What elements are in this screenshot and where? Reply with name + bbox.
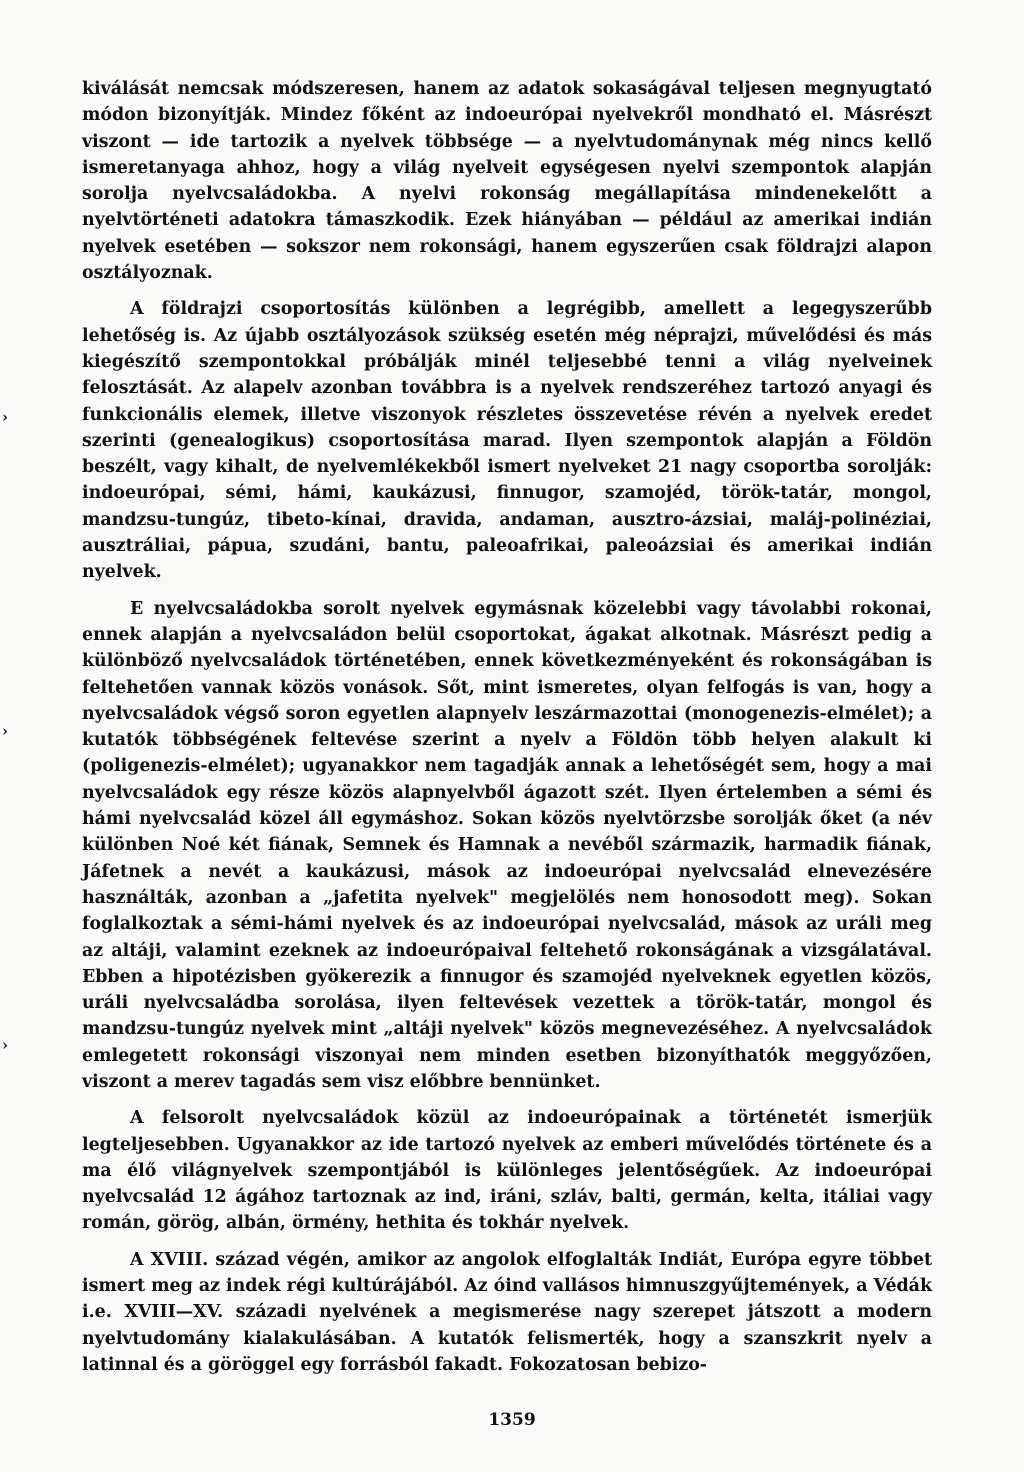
margin-mark: › — [2, 1036, 8, 1054]
margin-mark: › — [2, 408, 8, 426]
body-text — [82, 76, 932, 1388]
paragraph-3: E nyelvcsaládokba sorolt nyelvek egymásnak közelebbi vagy távolabbi rokonai, ennek alapján a nyelvcsaládon belül csoportokat, ágakat alkotnak. Másrészt pedig a különböző nyelvcsaládok történetében, ennek következményeként és rokonságában is feltehetően vannak közös vonások. Sőt, mint ismeretes, olyan felfogás is van, hogy a nyelvcsaládok végső soron egyetlen alapnyelv leszármazottai (monogenezis-elmélet); a kutatók többségének feltevése szerint a nyelv a Földön több helyen alakult ki (poligenezis-elmélet); ugyanakkor nem tagadják annak a lehetőségét sem, hogy a mai nyelvcsaládok egy része közös alapnyelvből ágazott szét. Ilyen értelemben a sémi és hámi nyelvcsalád közel áll egymáshoz. Sokan közös nyelvtörzsbe sorolják őket (a név különben Noé két fiának, Semnek és Hamnak a nevéből származik, harmadik fiának, Jáfetnek a nevét a kaukázusi, mások az indoeurópai nyelvcsalád elnevezésére használták, azonban a „jafetita nyelvek" megjelölés nem honosodott meg). Sokan foglalkoztak a sémi-hámi nyelvek és az indoeurópai nyelvcsalád, mások az uráli meg az altáji, valamint ezeknek az indoeurópaival feltehető rokonságának a vizsgálatával. Ebben a hipotézisben gyökerezik a finnugor és szamojéd nyelveknek egyetlen közös, uráli nyelvcsaládba sorolása, ilyen feltevések vezettek a török-tatár, mongol és mandzsu-tungúz nyelvek mint „altáji nyelvek" közös megnevezéséhez. A nyelvcsaládok emlegetett rokonsági viszonyai nem minden esetben bizonyíthatók meggyőzően, viszont a merev tagadás sem visz előbbre bennünket. — [82, 598, 932, 1092]
paragraph-4: A felsorolt nyelvcsaládok közül az indoeurópainak a történetét ismerjük legteljesebben. Ugyanakkor az ide tartozó nyelvek az emberi művelődés története és a ma élő világnyelvek szempontjából is különleges jelentőségűek. Az indoeurópai nyelvcsalád 12 ágához tartoznak az ind, iráni, szláv, balti, germán, kelta, itáliai vagy román, görög, albán, örmény, hethita és tokhár nyelvek. — [82, 1108, 932, 1234]
paragraph-2: A földrajzi csoportosítás különben a legrégibb, amellett a legegyszerűbb lehetőség is. Az újabb osztályozások szükség esetén még néprajzi, művelődési és más kiegészítő szempontokkal próbálják minél teljesebbé tenni a világ nyelveinek felosztását. Az alapelv azonban továbbra is a nyelvek rendszeréhez tartozó anyagi és funkcionális elemek, illetve viszonyok részletes összevetése révén a nyelvek eredet szerinti (genealogikus) csoportosítása marad. Ilyen szempontok alapján a Földön beszélt, vagy kihalt, de nyelvemlékekből ismert nyelveket 21 nagy csoportba sorolják: indoeurópai, sémi, hámi, kaukázusi, finnugor, szamojéd, török-tatár, mongol, mandzsu-tungúz, tibeto-kínai, dravida, andaman, ausztro-ázsiai, maláj-polinéziai, ausztráliai, pápua, szudáni, bantu, paleoafrikai, paleoázsiai és amerikai indián nyelvek. — [82, 299, 932, 583]
margin-mark: › — [2, 722, 8, 740]
page-number: 1359 — [488, 1410, 536, 1430]
paragraph-1: kiválását nemcsak módszeresen, hanem az adatok sokaságával teljesen megnyugtató módon bizonyítják. Mindez főként az indoeurópai nyelvekről mondható el. Másrészt viszont — ide tartozik a nyelvek többsége — a nyelvtudománynak még nincs kellő ismeretanyaga ahhoz, hogy a világ nyelveit egységesen nyelvi szempontok alapján sorolja nyelvcsaládokba. A nyelvi rokonság megállapítása mindenekelőtt a nyelvtörténeti adatokra támaszkodik. Ezek hiányában — például az amerikai indián nyelvek esetében — sokszor nem rokonsági, hanem egyszerűen csak földrajzi alapon osztályoznak. — [82, 79, 932, 284]
paragraph-5: A XVIII. század végén, amikor az angolok elfoglalták Indiát, Európa egyre többet ismert meg az indek régi kultúrájából. Az óind vallásos himnuszgyűjtemények, a Védák i.e. XVIII—XV. századi nyelvének a megismerése nagy szerepet játszott a modern nyelvtudomány kialakulásában. A kutatók felismerték, hogy a szanszkrit nyelv a latinnal és a göröggel egy forrásból fakadt. Fokozatosan bebizo- — [82, 1249, 932, 1375]
